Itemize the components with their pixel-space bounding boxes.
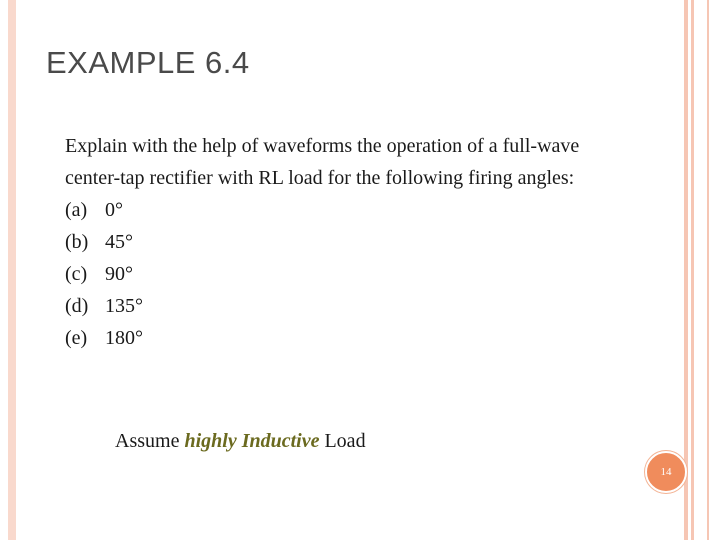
option-value: 180°: [105, 327, 143, 349]
assume-emphasis: highly Inductive: [184, 430, 320, 452]
option-value: 45°: [105, 231, 133, 253]
list-item: [65, 258, 625, 290]
assume-suffix: Load: [319, 430, 366, 452]
option-letter: (a): [65, 199, 88, 221]
option-value: 135°: [105, 295, 143, 317]
slide-body: [65, 130, 625, 354]
option-value: 0°: [105, 199, 123, 221]
option-letter: (c): [65, 263, 88, 285]
option-letter: (b): [65, 231, 89, 253]
intro-text: Explain with the help of waveforms the operation of a full-wave center-tap rectifier with RL load for the following firing angles:: [65, 135, 580, 189]
option-letter: (d): [65, 295, 89, 317]
list-item: [65, 322, 625, 354]
left-border-decoration: [8, 0, 16, 540]
assume-prefix: Assume: [115, 430, 185, 452]
option-value: 90°: [105, 263, 133, 285]
right-border-line: [707, 0, 709, 540]
right-border-line: [691, 0, 694, 540]
list-item: [65, 290, 625, 322]
right-border-line: [684, 0, 688, 540]
page-number-badge: 14: [645, 451, 687, 493]
assumption-note: [115, 430, 366, 453]
list-item: [65, 226, 625, 258]
list-item: [65, 194, 625, 226]
option-letter: (e): [65, 327, 88, 349]
slide-title: EXAMPLE 6.4: [46, 45, 250, 80]
